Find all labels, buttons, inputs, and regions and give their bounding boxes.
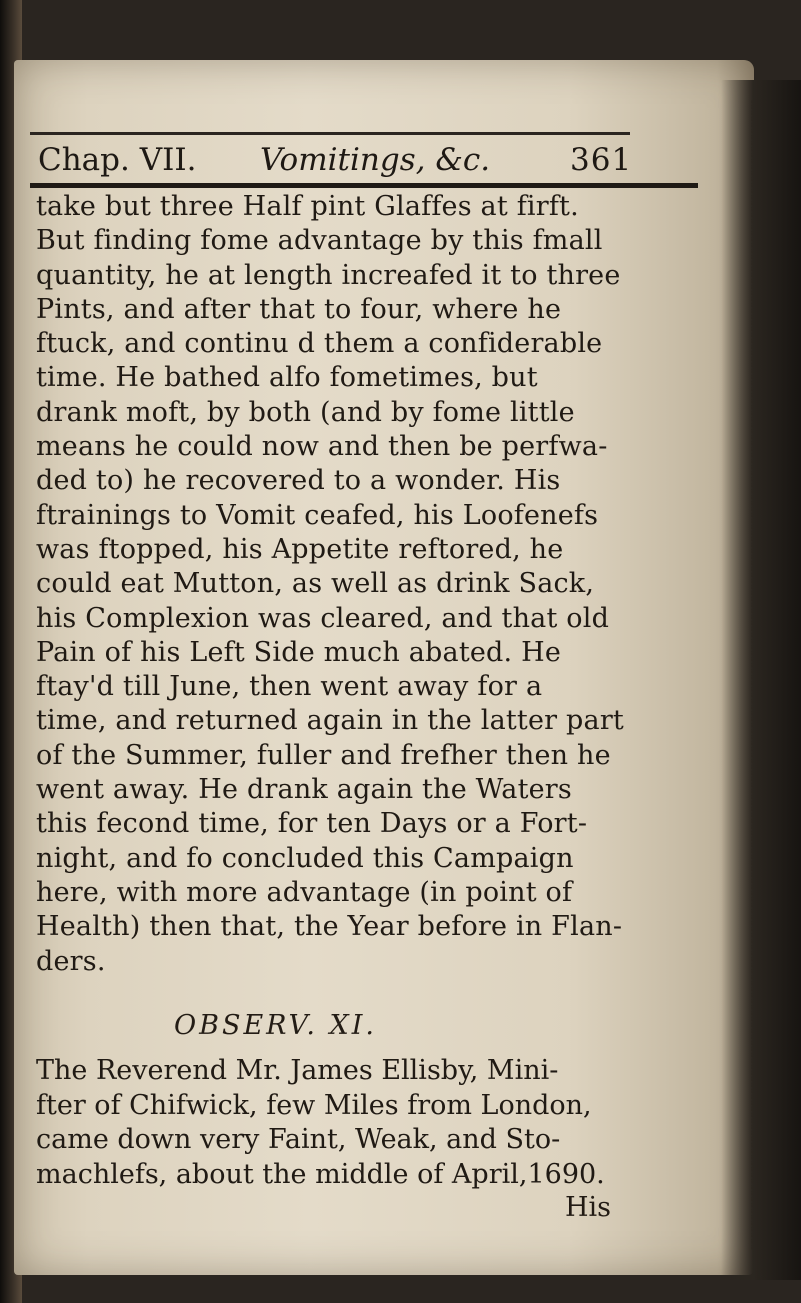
text-line: ftuck, and continu d them a confiderable	[36, 328, 603, 360]
running-header	[30, 140, 680, 184]
text-line: his Complexion was cleared, and that old	[36, 602, 610, 634]
chapter-label: Chap. VII.	[38, 142, 197, 178]
page-edge-shadow	[721, 80, 801, 1280]
text-line: night, and fo concluded this Campaign	[36, 842, 574, 874]
text-line: Pain of his Left Side much abated. He	[36, 636, 562, 668]
page-number: 361	[570, 142, 633, 178]
running-title: Vomitings, &c.	[260, 142, 491, 178]
text-line: take but three Half pint Glaffes at firft.	[36, 191, 579, 222]
text-line: could eat Mutton, as well as drink Sack,	[36, 568, 595, 600]
text-line: was ftopped, his Appetite reftored, he	[36, 533, 564, 565]
header-rule	[30, 183, 698, 188]
text-line: ded to) he recovered to a wonder. His	[36, 465, 561, 497]
text-line: time. He bathed alfo fometimes, but	[36, 362, 538, 394]
text-line: Health) then that, the Year before in Flan-	[36, 911, 623, 943]
text-line: ders.	[36, 945, 106, 977]
text-line: means he could now and then be perfwa-	[36, 431, 608, 463]
text-line: fter of Chifwick, few Miles from London,	[36, 1089, 592, 1121]
text-line: of the Summer, fuller and frefher then he	[36, 739, 611, 771]
text-line: came down very Faint, Weak, and Sto-	[36, 1124, 561, 1156]
text-line: drank moft, by both (and by fome little	[36, 396, 575, 428]
observation-heading: OBSERV. XI.	[174, 1010, 377, 1041]
text-line: But finding fome advantage by this fmall	[36, 225, 603, 257]
observation-text	[36, 1054, 636, 1192]
text-line: here, with more advantage (in point of	[36, 876, 573, 908]
text-line: ftay'd till June, then went away for a	[36, 671, 543, 703]
text-line: Pints, and after that to four, where he	[36, 293, 562, 325]
text-line: The Reverend Mr. James Ellisby, Mini-	[36, 1055, 559, 1086]
text-line: went away. He drank again the Waters	[36, 774, 572, 806]
catchword: His	[565, 1192, 612, 1223]
top-rule	[30, 132, 630, 135]
text-line: ftrainings to Vomit ceafed, his Loofenefs	[36, 499, 599, 531]
text-line: this fecond time, for ten Days or a Fort-	[36, 808, 588, 840]
text-line: machlefs, about the middle of April,1690.	[36, 1158, 605, 1190]
text-line: time, and returned again in the latter part	[36, 705, 624, 737]
body-text	[36, 190, 636, 979]
text-line: quantity, he at length increafed it to three	[36, 259, 621, 291]
